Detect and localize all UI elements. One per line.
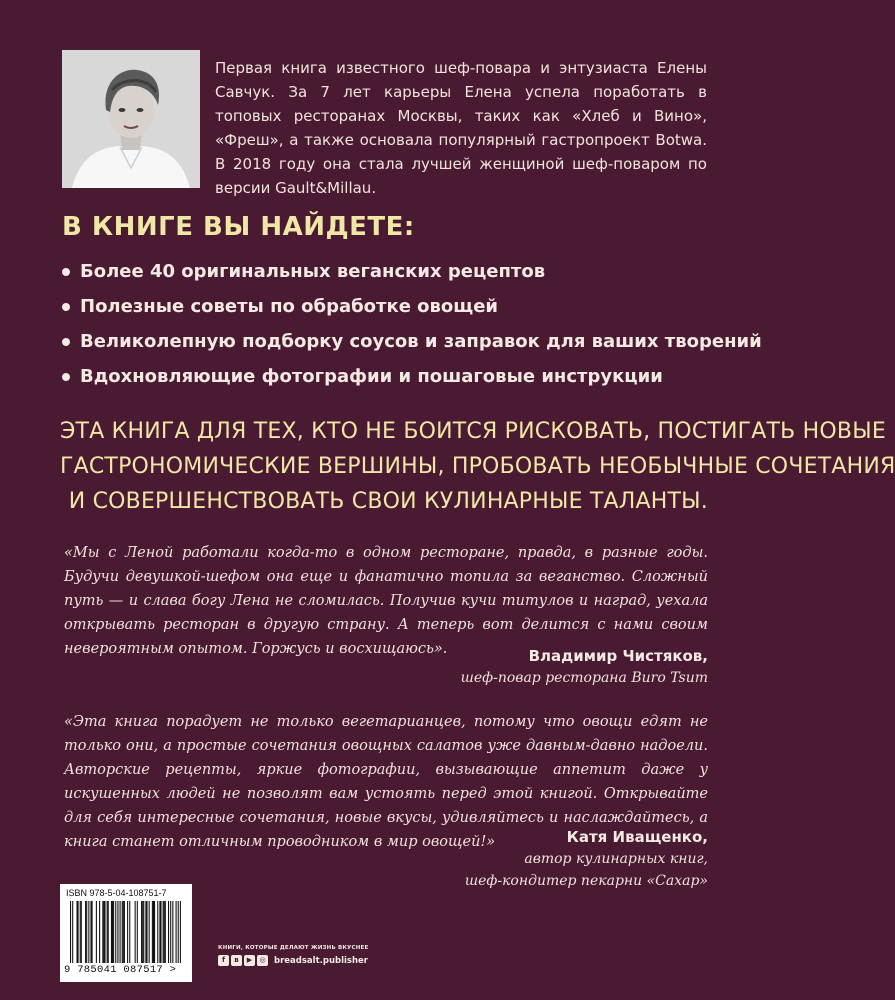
barcode-bar <box>72 901 73 963</box>
reviewer-role: автор кулинарных книг, <box>524 851 708 867</box>
barcode-bar <box>102 901 103 963</box>
barcode-bar <box>146 901 147 963</box>
barcode-bar <box>90 901 91 963</box>
barcode-bar <box>78 901 79 963</box>
tagline <box>60 414 895 519</box>
barcode-bar <box>164 901 165 963</box>
barcode-bar <box>111 901 112 963</box>
isbn-label: ISBN 978-5-04-108751-7 <box>66 888 167 898</box>
barcode-bar <box>129 901 130 963</box>
tagline-line: ЭТА КНИГА ДЛЯ ТЕХ, КТО НЕ БОИТСЯ РИСКОВАТЬ, ПОСТИГАТЬ НОВЫЕ <box>60 419 886 444</box>
feature-text: Полезные советы по обработке овощей <box>80 296 499 317</box>
review-signature <box>465 826 708 892</box>
barcode-bar <box>141 901 142 963</box>
barcode-bar <box>99 901 100 963</box>
barcode-bar <box>103 901 104 963</box>
barcode-bar <box>176 901 177 963</box>
feature-text: Вдохновляющие фотографии и пошаговые инструкции <box>80 366 663 387</box>
instagram-icon[interactable]: ◎ <box>257 955 268 966</box>
barcode-bar <box>115 901 116 963</box>
barcode-bars <box>70 901 182 963</box>
reviewer-role: шеф-повар ресторана Buro Tsum <box>460 670 708 686</box>
barcode-bar <box>137 901 138 963</box>
barcode-bar <box>76 901 77 963</box>
barcode-bar <box>143 901 144 963</box>
barcode-bar <box>123 901 124 963</box>
bullet-icon <box>62 303 70 311</box>
tagline-line: ГАСТРОНОМИЧЕСКИЕ ВЕРШИНЫ, ПРОБОВАТЬ НЕОБЫЧНЫЕ СОЧЕТАНИЯ <box>60 454 895 479</box>
barcode-bar <box>159 901 160 963</box>
barcode-bar <box>135 901 136 963</box>
barcode-bar <box>86 901 87 963</box>
review-signature <box>461 645 708 689</box>
barcode-bar <box>85 901 86 963</box>
barcode-bar <box>157 901 158 963</box>
bullet-icon <box>62 373 70 381</box>
review-quote: «Мы с Леной работали когда-то в одном ресторане, правда, в разные годы. Будучи девушкой-шефом она еще и фанатично топила за веганство. Сложный путь — и слава богу Лена не сломилась. Получив кучи титулов и наград, уехала открывать ресторан в другую страну. А теперь вот делится с нами своим невероятным опытом. Горжусь и восхищаюсь». <box>64 545 708 657</box>
review-quote: «Эта книга порадует не только вегетарианцев, потому что овощи едят не только они, а простые сочетания овощных салатов уже давным-давно надоели. Авторские рецепты, яркие фотографии, вызывающие аппетит даже у искушенных людей не позволят вам устоять перед этой книгой. Открывайте для себя интересные сочетания, новые вкусы, удивляйтесь и наслаждайтесь, а книга станет отличным проводником в мир овощей!» <box>64 714 708 850</box>
author-portrait-icon <box>62 50 200 188</box>
barcode-bar <box>152 901 153 963</box>
barcode-bar <box>178 901 179 963</box>
youtube-icon[interactable]: ▶ <box>244 955 255 966</box>
barcode-bar <box>81 901 82 963</box>
barcode-bar <box>104 901 105 963</box>
barcode-bar <box>160 901 161 963</box>
isbn-barcode <box>60 884 192 982</box>
feature-item <box>62 324 762 359</box>
isbn-digits: 9 785041 087517 > <box>64 964 177 976</box>
feature-item <box>62 289 762 324</box>
feature-item <box>62 359 762 394</box>
barcode-bar <box>96 901 97 963</box>
barcode-bar <box>108 901 109 963</box>
barcode-bar <box>70 901 71 963</box>
barcode-bar <box>92 901 93 963</box>
barcode-bar <box>145 901 146 963</box>
barcode-bar <box>88 901 89 963</box>
barcode-bar <box>120 901 121 963</box>
barcode-bar <box>163 901 164 963</box>
barcode-bar <box>113 901 114 963</box>
barcode-bar <box>122 901 123 963</box>
facebook-icon[interactable]: f <box>218 955 229 966</box>
barcode-bar <box>168 901 169 963</box>
publisher-handle[interactable]: breadsalt.publisher <box>274 955 368 966</box>
tagline-line: И СОВЕРШЕНСТВОВАТЬ СВОИ КУЛИНАРНЫЕ ТАЛАНТЫ. <box>68 489 708 514</box>
barcode-bar <box>149 901 150 963</box>
barcode-bar <box>107 901 108 963</box>
author-photo <box>62 50 200 188</box>
barcode-bar <box>117 901 118 963</box>
barcode-bar <box>80 901 81 963</box>
publisher-social <box>218 955 368 966</box>
features-heading: В КНИГЕ ВЫ НАЙДЕТЕ: <box>62 212 415 242</box>
author-bio: Первая книга известного шеф-повара и энтузиаста Елены Савчук. За 7 лет карьеры Елена успела поработать в топовых ресторанах Москвы, таких как «Хлеб и Вино», «Фреш», а также основала популярный гастропроект Botwa. В 2018 году она стала лучшей женщиной шеф-поваром по версии Gault&Millau. <box>215 59 707 197</box>
barcode-bar <box>180 901 181 963</box>
features-list <box>62 254 762 394</box>
feature-text: Великолепную подборку соусов и заправок для ваших творений <box>80 331 762 352</box>
publisher-slogan: КНИГИ, КОТОРЫЕ ДЕЛАЮТ ЖИЗНЬ ВКУСНЕЕ <box>218 945 369 951</box>
barcode-bar <box>172 901 173 963</box>
barcode-bar <box>142 901 143 963</box>
barcode-bar <box>124 901 125 963</box>
bullet-icon <box>62 338 70 346</box>
vk-icon[interactable]: в <box>231 955 242 966</box>
barcode-bar <box>170 901 171 963</box>
barcode-bar <box>153 901 154 963</box>
feature-item <box>62 254 762 289</box>
reviewer-name: Владимир Чистяков, <box>528 647 708 665</box>
reviewer-role: шеф-кондитер пекарни «Сахар» <box>464 873 708 889</box>
barcode-bar <box>154 901 155 963</box>
barcode-bar <box>112 901 113 963</box>
barcode-bar <box>127 901 128 963</box>
bullet-icon <box>62 268 70 276</box>
barcode-bar <box>165 901 166 963</box>
feature-text: Более 40 оригинальных веганских рецептов <box>80 261 546 282</box>
reviewer-name: Катя Иващенко, <box>566 828 708 846</box>
